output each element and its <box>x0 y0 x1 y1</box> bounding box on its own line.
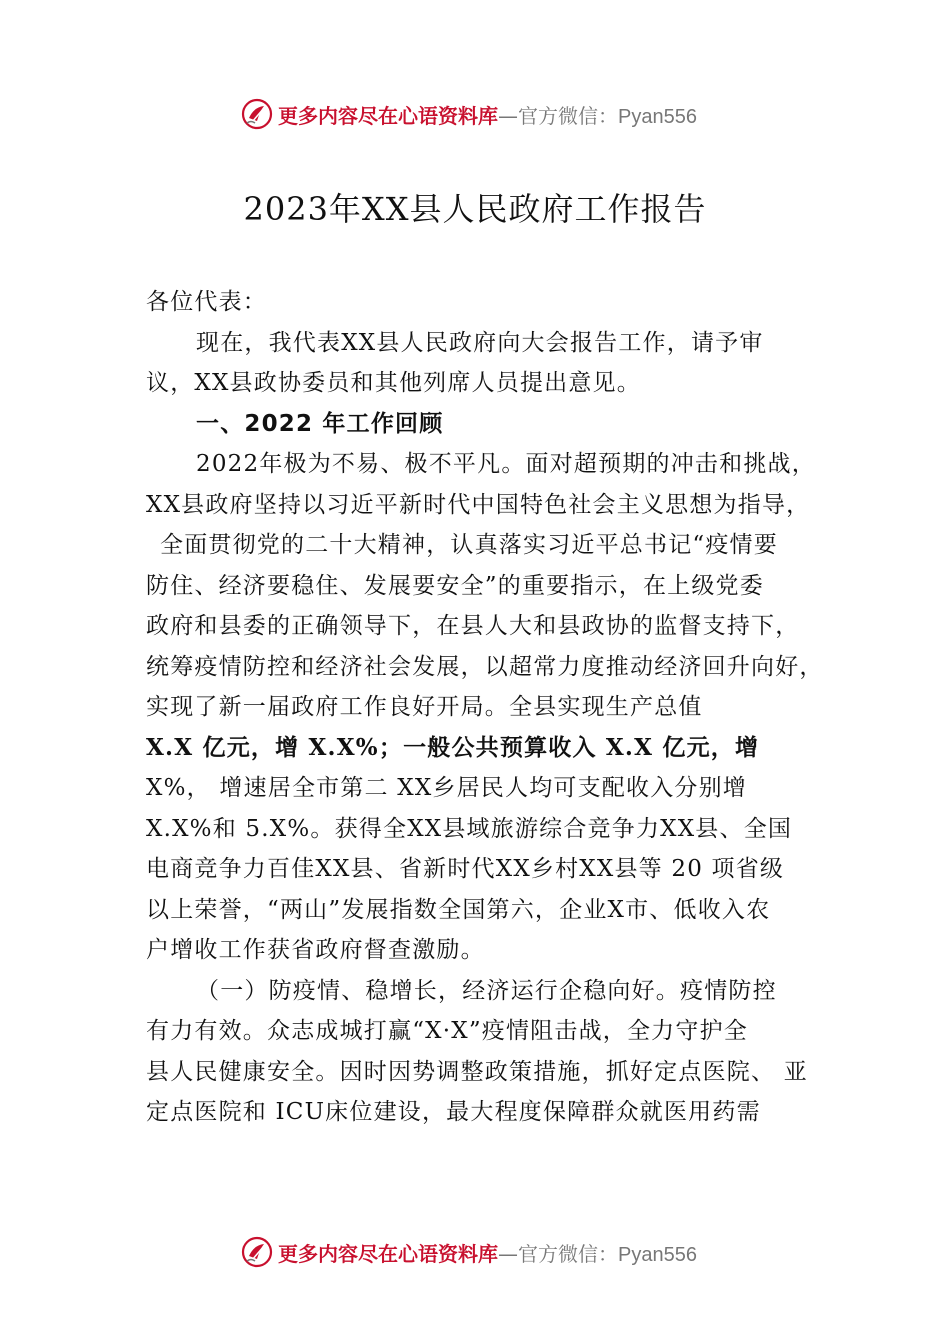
paragraph-line: 电商竞争力百佳XX县、省新时代XX乡村XX县等 20 项省级 <box>146 856 785 882</box>
paragraph-line: X.X 亿元，增 X.X%；一般公共预算收入 X.X 亿元，增 <box>146 733 760 761</box>
watermark-header <box>240 96 760 132</box>
paragraph-line: 实现了新一届政府工作良好开局。全县实现生产总值 <box>146 694 703 720</box>
paragraph-line: 现在，我代表XX县人民政府向大会报告工作，请予审 <box>196 329 764 356</box>
watermark-wechat-label: 官方微信： <box>518 103 618 128</box>
paragraph-line: 全面贯彻党的二十大精神，认真落实习近平总书记“疫情要 <box>160 532 778 558</box>
paragraph-line: XX县政府坚持以习近平新时代中国特色社会主义思想为指导， <box>146 491 811 518</box>
brand-logo-icon <box>240 1235 274 1269</box>
paragraph-line: X%， 增速居全市第二 XX乡居民人均可支配收入分别增 <box>146 775 747 801</box>
watermark-text <box>278 1238 697 1267</box>
watermark-text <box>278 100 697 129</box>
paragraph-line: 县人民健康安全。因时因势调整政策措施，抓好定点医院、 亚 <box>146 1058 808 1085</box>
section-heading: 一、2022 年工作回顾 <box>196 410 444 437</box>
paragraph-line: 有力有效。众志成城打赢“X·X”疫情阻击战，全力守护全 <box>146 1018 748 1044</box>
salutation: 各位代表： <box>146 289 267 315</box>
paragraph-line: 定点医院和 ICU床位建设，最大程度保障群众就医用药需 <box>146 1099 761 1125</box>
paragraph-line: 议，XX县政协委员和其他列席人员提出意见。 <box>146 370 641 396</box>
paragraph-line: 政府和县委的正确领导下，在县人大和县政协的监督支持下， <box>146 613 800 639</box>
paragraph-line: 统筹疫情防控和经济社会发展，以超常力度推动经济回升向好， <box>146 653 824 680</box>
watermark-wechat-id: Pyan556 <box>618 105 697 128</box>
paragraph-line: 防住、经济要稳住、发展要安全”的重要指示，在上级党委 <box>146 572 764 599</box>
watermark-separator: — <box>498 103 518 128</box>
watermark-separator: — <box>498 1241 518 1266</box>
watermark-wechat-label: 官方微信： <box>518 1241 618 1266</box>
watermark-footer <box>240 1234 760 1270</box>
paragraph-line: 以上荣誉，“两山”发展指数全国第六，企业X市、低收入农 <box>146 896 771 923</box>
paragraph-line: 2022年极为不易、极不平凡。面对超预期的冲击和挑战， <box>196 451 816 477</box>
paragraph-line: 户增收工作获省政府督查激励。 <box>146 937 485 963</box>
paragraph-line: X.X%和 5.X%。获得全XX县域旅游综合竞争力XX县、全国 <box>146 815 793 842</box>
watermark-wechat-id: Pyan556 <box>618 1243 697 1266</box>
brand-logo-icon <box>240 97 274 131</box>
document-body <box>146 282 836 1133</box>
document-title: 2023年XX县人民政府工作报告 <box>243 190 707 228</box>
watermark-brand: 更多内容尽在心语资料库 <box>278 103 498 128</box>
subsection-line: （一）防疫情、稳增长，经济运行企稳向好。疫情防控 <box>196 977 777 1004</box>
watermark-brand: 更多内容尽在心语资料库 <box>278 1241 498 1266</box>
